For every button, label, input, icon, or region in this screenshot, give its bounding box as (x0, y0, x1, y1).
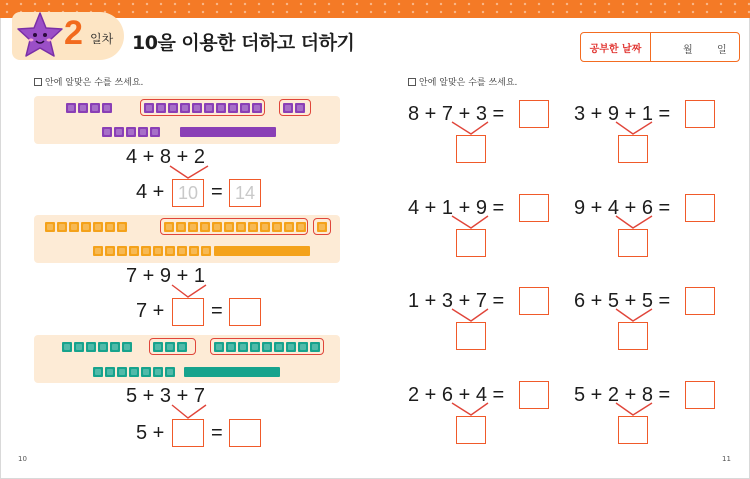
cube (212, 222, 222, 232)
cube (93, 367, 103, 377)
cube (228, 103, 238, 113)
problem-1-answer-result: 14 (234, 182, 256, 203)
right-problem-2-answer-box[interactable] (685, 100, 715, 128)
cube (150, 127, 160, 137)
cube (317, 222, 327, 232)
cube (153, 342, 163, 352)
problem-3-expression: 5 + 3 + 7 (126, 385, 205, 407)
cube (310, 342, 320, 352)
right-problem-1-sum-box[interactable] (456, 135, 486, 163)
cube (122, 342, 132, 352)
cube (164, 222, 174, 232)
cube (81, 222, 91, 232)
cube (176, 222, 186, 232)
cube (153, 367, 163, 377)
study-date-label: 공부한 날짜 (581, 33, 651, 61)
cube (250, 342, 260, 352)
right-problem-5-sum-box[interactable] (456, 322, 486, 350)
cube (200, 222, 210, 232)
blank-square-icon (34, 78, 42, 86)
page-title: 10을 이용한 더하고 더하기 (132, 32, 355, 54)
cube (114, 127, 124, 137)
cube (144, 103, 154, 113)
problem-1-answer-first: 10 (177, 182, 199, 203)
cube (93, 246, 103, 256)
right-problem-4-expression: 9 + 4 + 6 = (574, 197, 671, 219)
right-problem-7-sum-box[interactable] (456, 416, 486, 444)
cube (283, 103, 293, 113)
left-instruction (34, 75, 143, 88)
right-problem-2-sum-box[interactable] (618, 135, 648, 163)
cube (165, 246, 175, 256)
problem-2-answer-box-first[interactable] (172, 298, 204, 326)
cube (168, 103, 178, 113)
ten-bar (214, 246, 310, 256)
ten-bar (180, 127, 276, 137)
right-problem-7-expression: 2 + 6 + 4 = (408, 384, 505, 406)
cube (105, 367, 115, 377)
page-number-right: 11 (722, 455, 731, 463)
cube (78, 103, 88, 113)
right-problem-5-answer-box[interactable] (519, 287, 549, 315)
study-date-box (580, 32, 740, 62)
cube (240, 103, 250, 113)
cube (102, 127, 112, 137)
cube (188, 222, 198, 232)
cube (224, 222, 234, 232)
cube (129, 246, 139, 256)
problem-3-answer-box-first[interactable] (172, 419, 204, 447)
cube (153, 246, 163, 256)
right-problem-1-answer-box[interactable] (519, 100, 549, 128)
cube (177, 246, 187, 256)
left-instruction-text: 안에 알맞은 수를 쓰세요. (45, 78, 144, 88)
right-problem-3-sum-box[interactable] (456, 229, 486, 257)
cube (141, 246, 151, 256)
cube (117, 246, 127, 256)
ten-bar (184, 367, 280, 377)
cube (66, 103, 76, 113)
cube (156, 103, 166, 113)
cube (117, 222, 127, 232)
cube (98, 342, 108, 352)
cube (274, 342, 284, 352)
cube (105, 246, 115, 256)
star-mascot-icon (14, 10, 66, 62)
cube (62, 342, 72, 352)
cube (204, 103, 214, 113)
problem-3-answer-box-result[interactable] (229, 419, 261, 447)
cube (238, 342, 248, 352)
problem-2-answer-box-result[interactable] (229, 298, 261, 326)
problem-3-equals: = (211, 422, 223, 444)
right-problem-4-answer-box[interactable] (685, 194, 715, 222)
cube (90, 103, 100, 113)
blank-square-icon (408, 78, 416, 86)
cube (69, 222, 79, 232)
cube (262, 342, 272, 352)
problem-2-expression: 7 + 9 + 1 (126, 265, 205, 287)
cube (138, 127, 148, 137)
cube (105, 222, 115, 232)
page-number-left: 10 (18, 455, 27, 463)
day-label: 일 (717, 45, 727, 56)
problem-2-equals: = (211, 300, 223, 322)
cube (216, 103, 226, 113)
right-problem-7-answer-box[interactable] (519, 381, 549, 409)
cube (295, 103, 305, 113)
cube (296, 222, 306, 232)
cube (45, 222, 55, 232)
problem-2-prefix: 7 + (136, 300, 165, 322)
right-problem-2-expression: 3 + 9 + 1 = (574, 103, 671, 125)
problem-1-expression: 4 + 8 + 2 (126, 146, 205, 168)
problem-1-answer-box-result[interactable] (229, 179, 261, 207)
right-problem-5-expression: 1 + 3 + 7 = (408, 290, 505, 312)
cube (236, 222, 246, 232)
right-problem-6-answer-box[interactable] (685, 287, 715, 315)
right-problem-1-expression: 8 + 7 + 3 = (408, 103, 505, 125)
day-number: 2 (64, 14, 83, 52)
cube (74, 342, 84, 352)
cube (226, 342, 236, 352)
cube (165, 342, 175, 352)
cube (298, 342, 308, 352)
cube (129, 367, 139, 377)
cube (57, 222, 67, 232)
cube (260, 222, 270, 232)
right-problem-3-expression: 4 + 1 + 9 = (408, 197, 505, 219)
cube (192, 103, 202, 113)
cube (180, 103, 190, 113)
problem-1-prefix: 4 + (136, 181, 165, 203)
cube (248, 222, 258, 232)
cube (189, 246, 199, 256)
cube (110, 342, 120, 352)
cube (117, 367, 127, 377)
cube (165, 367, 175, 377)
cube (284, 222, 294, 232)
right-problem-3-answer-box[interactable] (519, 194, 549, 222)
right-instruction (408, 75, 517, 88)
right-problem-8-expression: 5 + 2 + 8 = (574, 384, 671, 406)
cube (177, 342, 187, 352)
right-problem-8-sum-box[interactable] (618, 416, 648, 444)
day-unit: 일차 (90, 32, 114, 46)
right-problem-8-answer-box[interactable] (685, 381, 715, 409)
cube (214, 342, 224, 352)
cube (126, 127, 136, 137)
cube (252, 103, 262, 113)
cube (102, 103, 112, 113)
right-problem-6-expression: 6 + 5 + 5 = (574, 290, 671, 312)
cube (93, 222, 103, 232)
problem-1-answer-box-first[interactable] (172, 179, 204, 207)
cube (141, 367, 151, 377)
month-label: 월 (683, 45, 693, 56)
right-instruction-text: 안에 알맞은 수를 쓰세요. (419, 78, 518, 88)
right-problem-4-sum-box[interactable] (618, 229, 648, 257)
right-problem-6-sum-box[interactable] (618, 322, 648, 350)
problem-3-prefix: 5 + (136, 422, 165, 444)
cube (286, 342, 296, 352)
cube (272, 222, 282, 232)
problem-1-equals: = (211, 181, 223, 203)
cube (201, 246, 211, 256)
cube (86, 342, 96, 352)
